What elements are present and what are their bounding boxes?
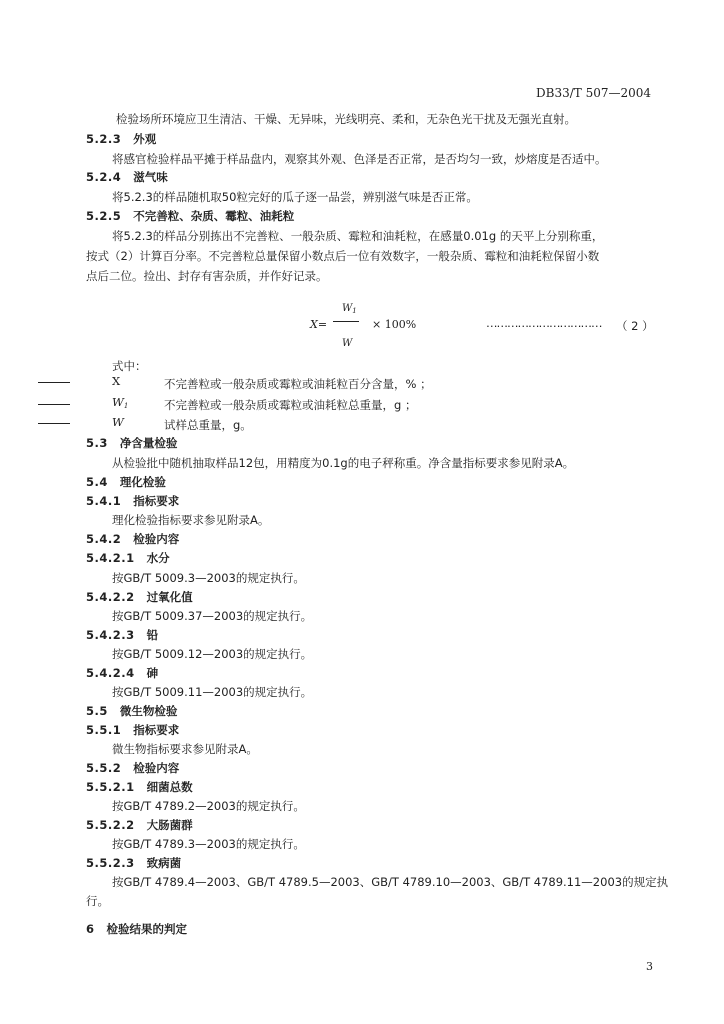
section-heading [86, 531, 179, 547]
section-title: 大肠菌群 [146, 818, 193, 832]
dash-line [38, 423, 70, 424]
section-number: 5.5.2.3 [86, 856, 135, 870]
section-heading [86, 208, 294, 224]
section-heading [86, 435, 177, 451]
body-text: 按GB/T 5009.12—2003的规定执行。 [112, 647, 313, 661]
section-number: 5.2.5 [86, 209, 122, 223]
body-text: 按GB/T 5009.37—2003的规定执行。 [112, 609, 313, 623]
body-text: 按式（2）计算百分率。不完善粒总量保留小数点后一位有效数字，一般杂质、霉粒和油耗粒保留小数 [86, 249, 600, 263]
formula-multiplier: × 100% [372, 318, 417, 331]
section-title: 不完善粒、杂质、霉粒、油耗粒 [133, 209, 295, 223]
body-text: 将感官检验样品平摊于样品盘内，观察其外观、色泽是否正常，是否均匀一致，炒熔度是否适中。 [112, 152, 607, 166]
section-title: 过氧化值 [146, 590, 193, 604]
page-number: 3 [646, 960, 653, 973]
section-heading [86, 550, 170, 566]
section-heading [86, 474, 166, 490]
section-title: 微生物检验 [119, 704, 178, 718]
section-heading [86, 131, 156, 147]
section-heading [86, 855, 181, 871]
equation-number: （ 2 ） [616, 319, 654, 333]
section-title: 铅 [146, 628, 159, 642]
body-text: 点后二位。捡出、封存有害杂质，并作好记录。 [86, 269, 328, 283]
section-title: 指标要求 [133, 723, 180, 737]
document-code: DB33/T 507—2004 [536, 86, 652, 100]
section-number: 5.4.2.1 [86, 551, 135, 565]
section-number: 5.2.4 [86, 170, 122, 184]
section-heading [86, 665, 158, 681]
symbol-description: 不完善粒或一般杂质或霉粒或油耗粒总重量，g ； [164, 398, 417, 412]
section-title: 砷 [146, 666, 159, 680]
section-heading [86, 722, 179, 738]
section-heading [86, 760, 179, 776]
section-number: 5.5.2 [86, 761, 122, 775]
section-heading [86, 627, 158, 643]
section-title: 水分 [146, 551, 170, 565]
section-heading [86, 817, 193, 833]
section-number: 5.3 [86, 436, 108, 450]
section-number: 5.4.2.2 [86, 590, 135, 604]
body-text: 按GB/T 4789.4—2003、GB/T 4789.5—2003、GB/T 4789.10—2003、GB/T 4789.11—2003的规定执 [112, 875, 669, 889]
where-label: 式中： [112, 359, 147, 373]
section-number: 5.5 [86, 704, 108, 718]
dash-line [38, 404, 70, 405]
section-number: 5.5.2.2 [86, 818, 135, 832]
section-title: 检验结果的判定 [106, 922, 188, 936]
body-text: 按GB/T 5009.11—2003的规定执行。 [112, 685, 313, 699]
section-title: 指标要求 [133, 494, 180, 508]
section-title: 检验内容 [133, 532, 180, 546]
section-title: 检验内容 [133, 761, 180, 775]
section-heading [86, 169, 168, 185]
section-number: 5.4.2.4 [86, 666, 135, 680]
body-text: 行。 [86, 894, 109, 908]
section-number: 5.4 [86, 475, 108, 489]
dash-line [38, 382, 70, 383]
section-number: 5.4.1 [86, 494, 122, 508]
section-title: 净含量检验 [119, 436, 178, 450]
body-text: 按GB/T 4789.2—2003的规定执行。 [112, 799, 305, 813]
section-heading [86, 493, 179, 509]
formula-numerator: $W_1$ [342, 303, 357, 315]
section-number: 6 [86, 922, 95, 936]
environment-text: 检验场所环境应卫生清洁、干燥、无异味，光线明亮、柔和，无杂色光干扰及无强光直射。 [116, 112, 576, 126]
section-title: 细菌总数 [146, 780, 193, 794]
chapter-heading [86, 921, 187, 937]
symbol: X [112, 374, 121, 388]
section-title: 外观 [133, 132, 157, 146]
symbol: $W_1$ [112, 395, 129, 410]
fraction-bar [333, 321, 359, 322]
symbol: W [112, 415, 124, 429]
section-number: 5.2.3 [86, 132, 122, 146]
body-text: 从检验批中随机抽取样品12包，用精度为0.1g的电子秤称重。净含量指标要求参见附录A。 [112, 456, 575, 470]
body-text: 将5.2.3的样品分别拣出不完善粒、一般杂质、霉粒和油耗粒，在感量0.01g 的天平上分别称重， [112, 229, 604, 243]
body-text: 理化检验指标要求参见附录A。 [112, 513, 270, 527]
body-text: 微生物指标要求参见附录A。 [112, 742, 258, 756]
symbol-description: 试样总重量，g。 [164, 418, 252, 432]
formula-leader: …………………………… [486, 316, 602, 330]
section-heading [86, 779, 193, 795]
formula-lhs: X= [310, 318, 328, 331]
body-text: 按GB/T 4789.3—2003的规定执行。 [112, 837, 305, 851]
section-heading [86, 703, 177, 719]
body-text: 按GB/T 5009.3—2003的规定执行。 [112, 571, 305, 585]
formula-denominator: W [342, 338, 353, 349]
section-number: 5.4.2.3 [86, 628, 135, 642]
symbol-description: 不完善粒或一般杂质或霉粒或油耗粒百分含量，% ； [164, 377, 432, 391]
section-title: 滋气味 [133, 170, 168, 184]
section-title: 理化检验 [119, 475, 166, 489]
body-text: 将5.2.3的样品随机取50粒完好的瓜子逐一品尝，辨别滋气味是否正常。 [112, 190, 478, 204]
section-title: 致病菌 [146, 856, 182, 870]
section-number: 5.5.1 [86, 723, 122, 737]
section-number: 5.4.2 [86, 532, 122, 546]
section-number: 5.5.2.1 [86, 780, 135, 794]
section-heading [86, 589, 193, 605]
